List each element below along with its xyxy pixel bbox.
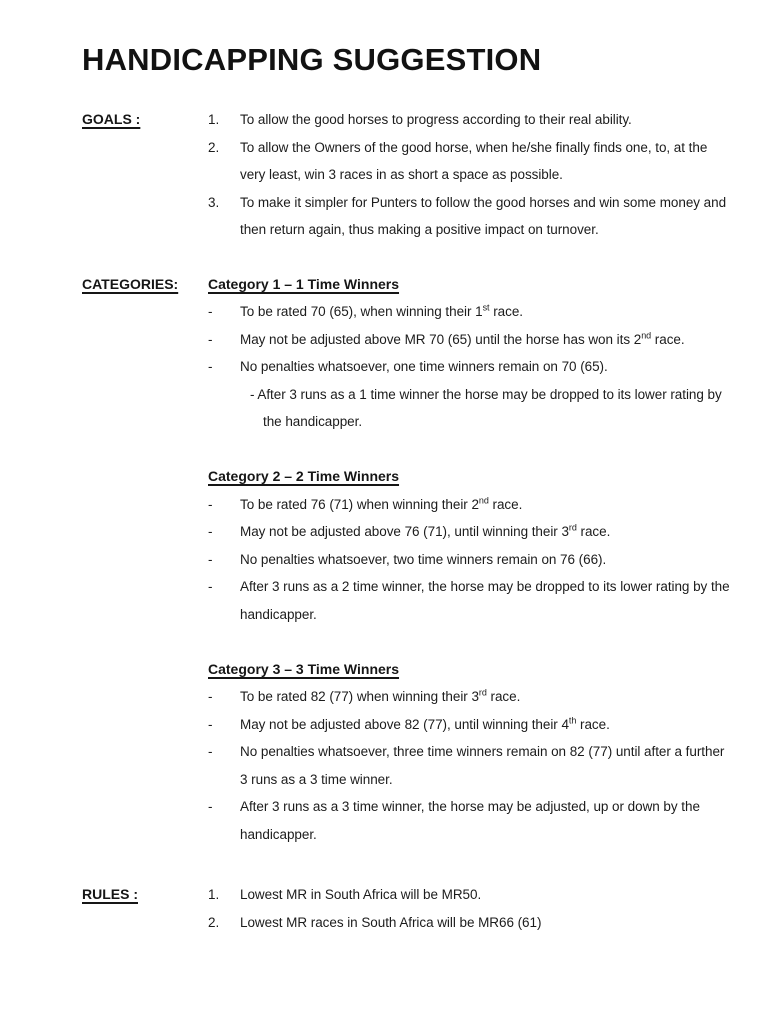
category-2-item-4 — [208, 573, 732, 628]
item-number: 1. — [208, 887, 220, 902]
goal-item-2 — [208, 134, 732, 189]
category-3-item-2 — [208, 711, 732, 739]
item-text: No penalties whatsoever, two time winners remain on 76 (66). — [240, 551, 607, 567]
item-text: To be rated 70 (65), when winning their 1st race. — [240, 302, 523, 319]
dash-marker: - — [208, 716, 213, 732]
item-text: To be rated 76 (71) when winning their 2nd race. — [240, 495, 523, 512]
subnote-text: - After 3 runs as a 1 time winner the horse may be dropped to its lower rating by the handicapper. — [250, 386, 722, 429]
goal-item-1 — [208, 106, 732, 134]
dash-marker: - — [208, 331, 213, 347]
item-number: 3. — [208, 194, 220, 210]
section-goals — [82, 106, 727, 244]
dash-marker: - — [208, 524, 213, 539]
dash-marker: - — [208, 304, 213, 319]
item-number: 2. — [208, 139, 220, 155]
dash-marker: - — [208, 744, 213, 759]
category-1-item-2 — [208, 326, 732, 354]
item-text: To allow the good horses to progress according to their real ability. — [240, 112, 632, 127]
category-1-item-3 — [208, 353, 732, 381]
item-number: 1. — [208, 112, 220, 127]
dash-marker: - — [208, 579, 213, 594]
category-1-heading: Category 1 – 1 Time Winners — [208, 275, 400, 292]
item-text: Lowest MR in South Africa will be MR50. — [240, 887, 482, 902]
item-text: After 3 runs as a 2 time winner, the horse may be dropped to its lower rating by the handicapper. — [240, 579, 730, 622]
section-label-goals: GOALS : — [82, 111, 141, 127]
category-2-item-1 — [208, 491, 732, 519]
category-3-heading: Category 3 – 3 Time Winners — [208, 660, 400, 677]
category-3-item-4 — [208, 793, 732, 848]
goal-item-3 — [208, 189, 732, 244]
section-label-rules: RULES : — [82, 886, 138, 902]
item-text: May not be adjusted above 76 (71), until winning their 3rd race. — [240, 522, 611, 539]
item-text: To make it simpler for Punters to follow the good horses and win some money and then return again, thus making a positive impact on turnover. — [240, 194, 727, 237]
item-text: Lowest MR races in South Africa will be MR66 (61) — [240, 914, 542, 930]
item-text: No penalties whatsoever, three time winners remain on 82 (77) until after a further 3 runs as a 3 time winner. — [240, 744, 725, 787]
category-group-2 — [208, 463, 732, 628]
item-text: No penalties whatsoever, one time winners remain on 70 (65). — [240, 359, 608, 374]
section-categories — [82, 271, 730, 849]
category-2-item-3 — [208, 546, 732, 574]
section-rules — [82, 881, 717, 936]
item-text: To be rated 82 (77) when winning their 3rd race. — [240, 687, 521, 704]
category-1-item-1 — [208, 298, 732, 326]
section-label-categories: CATEGORIES: — [82, 275, 179, 292]
dash-marker: - — [208, 799, 213, 814]
goals-content — [208, 106, 732, 244]
category-3-item-1 — [208, 683, 732, 711]
category-group-1 — [208, 271, 732, 436]
item-text: May not be adjusted above 82 (77), until winning their 4th race. — [240, 715, 610, 732]
item-number: 2. — [208, 914, 220, 930]
item-text: After 3 runs as a 3 time winner, the horse may be adjusted, up or down by the handicapper. — [240, 799, 700, 842]
rule-item-1 — [208, 881, 732, 909]
category-2-item-2 — [208, 518, 732, 546]
item-text: May not be adjusted above MR 70 (65) until the horse has won its 2nd race. — [240, 330, 685, 347]
rules-content — [208, 881, 732, 936]
category-1-subnote — [245, 381, 732, 436]
category-group-3 — [208, 656, 732, 849]
categories-content — [208, 271, 732, 849]
category-3-item-3 — [208, 738, 732, 793]
item-text: To allow the Owners of the good horse, when he/she finally finds one, to, at the very least, win 3 races in as short a space as possible. — [240, 139, 708, 182]
dash-marker: - — [208, 551, 213, 567]
document-title: HANDICAPPING SUGGESTION — [82, 42, 542, 77]
category-2-heading: Category 2 – 2 Time Winners — [208, 468, 400, 484]
dash-marker: - — [208, 689, 213, 704]
rule-item-2 — [208, 909, 732, 937]
dash-marker: - — [208, 496, 213, 512]
dash-marker: - — [208, 359, 213, 374]
